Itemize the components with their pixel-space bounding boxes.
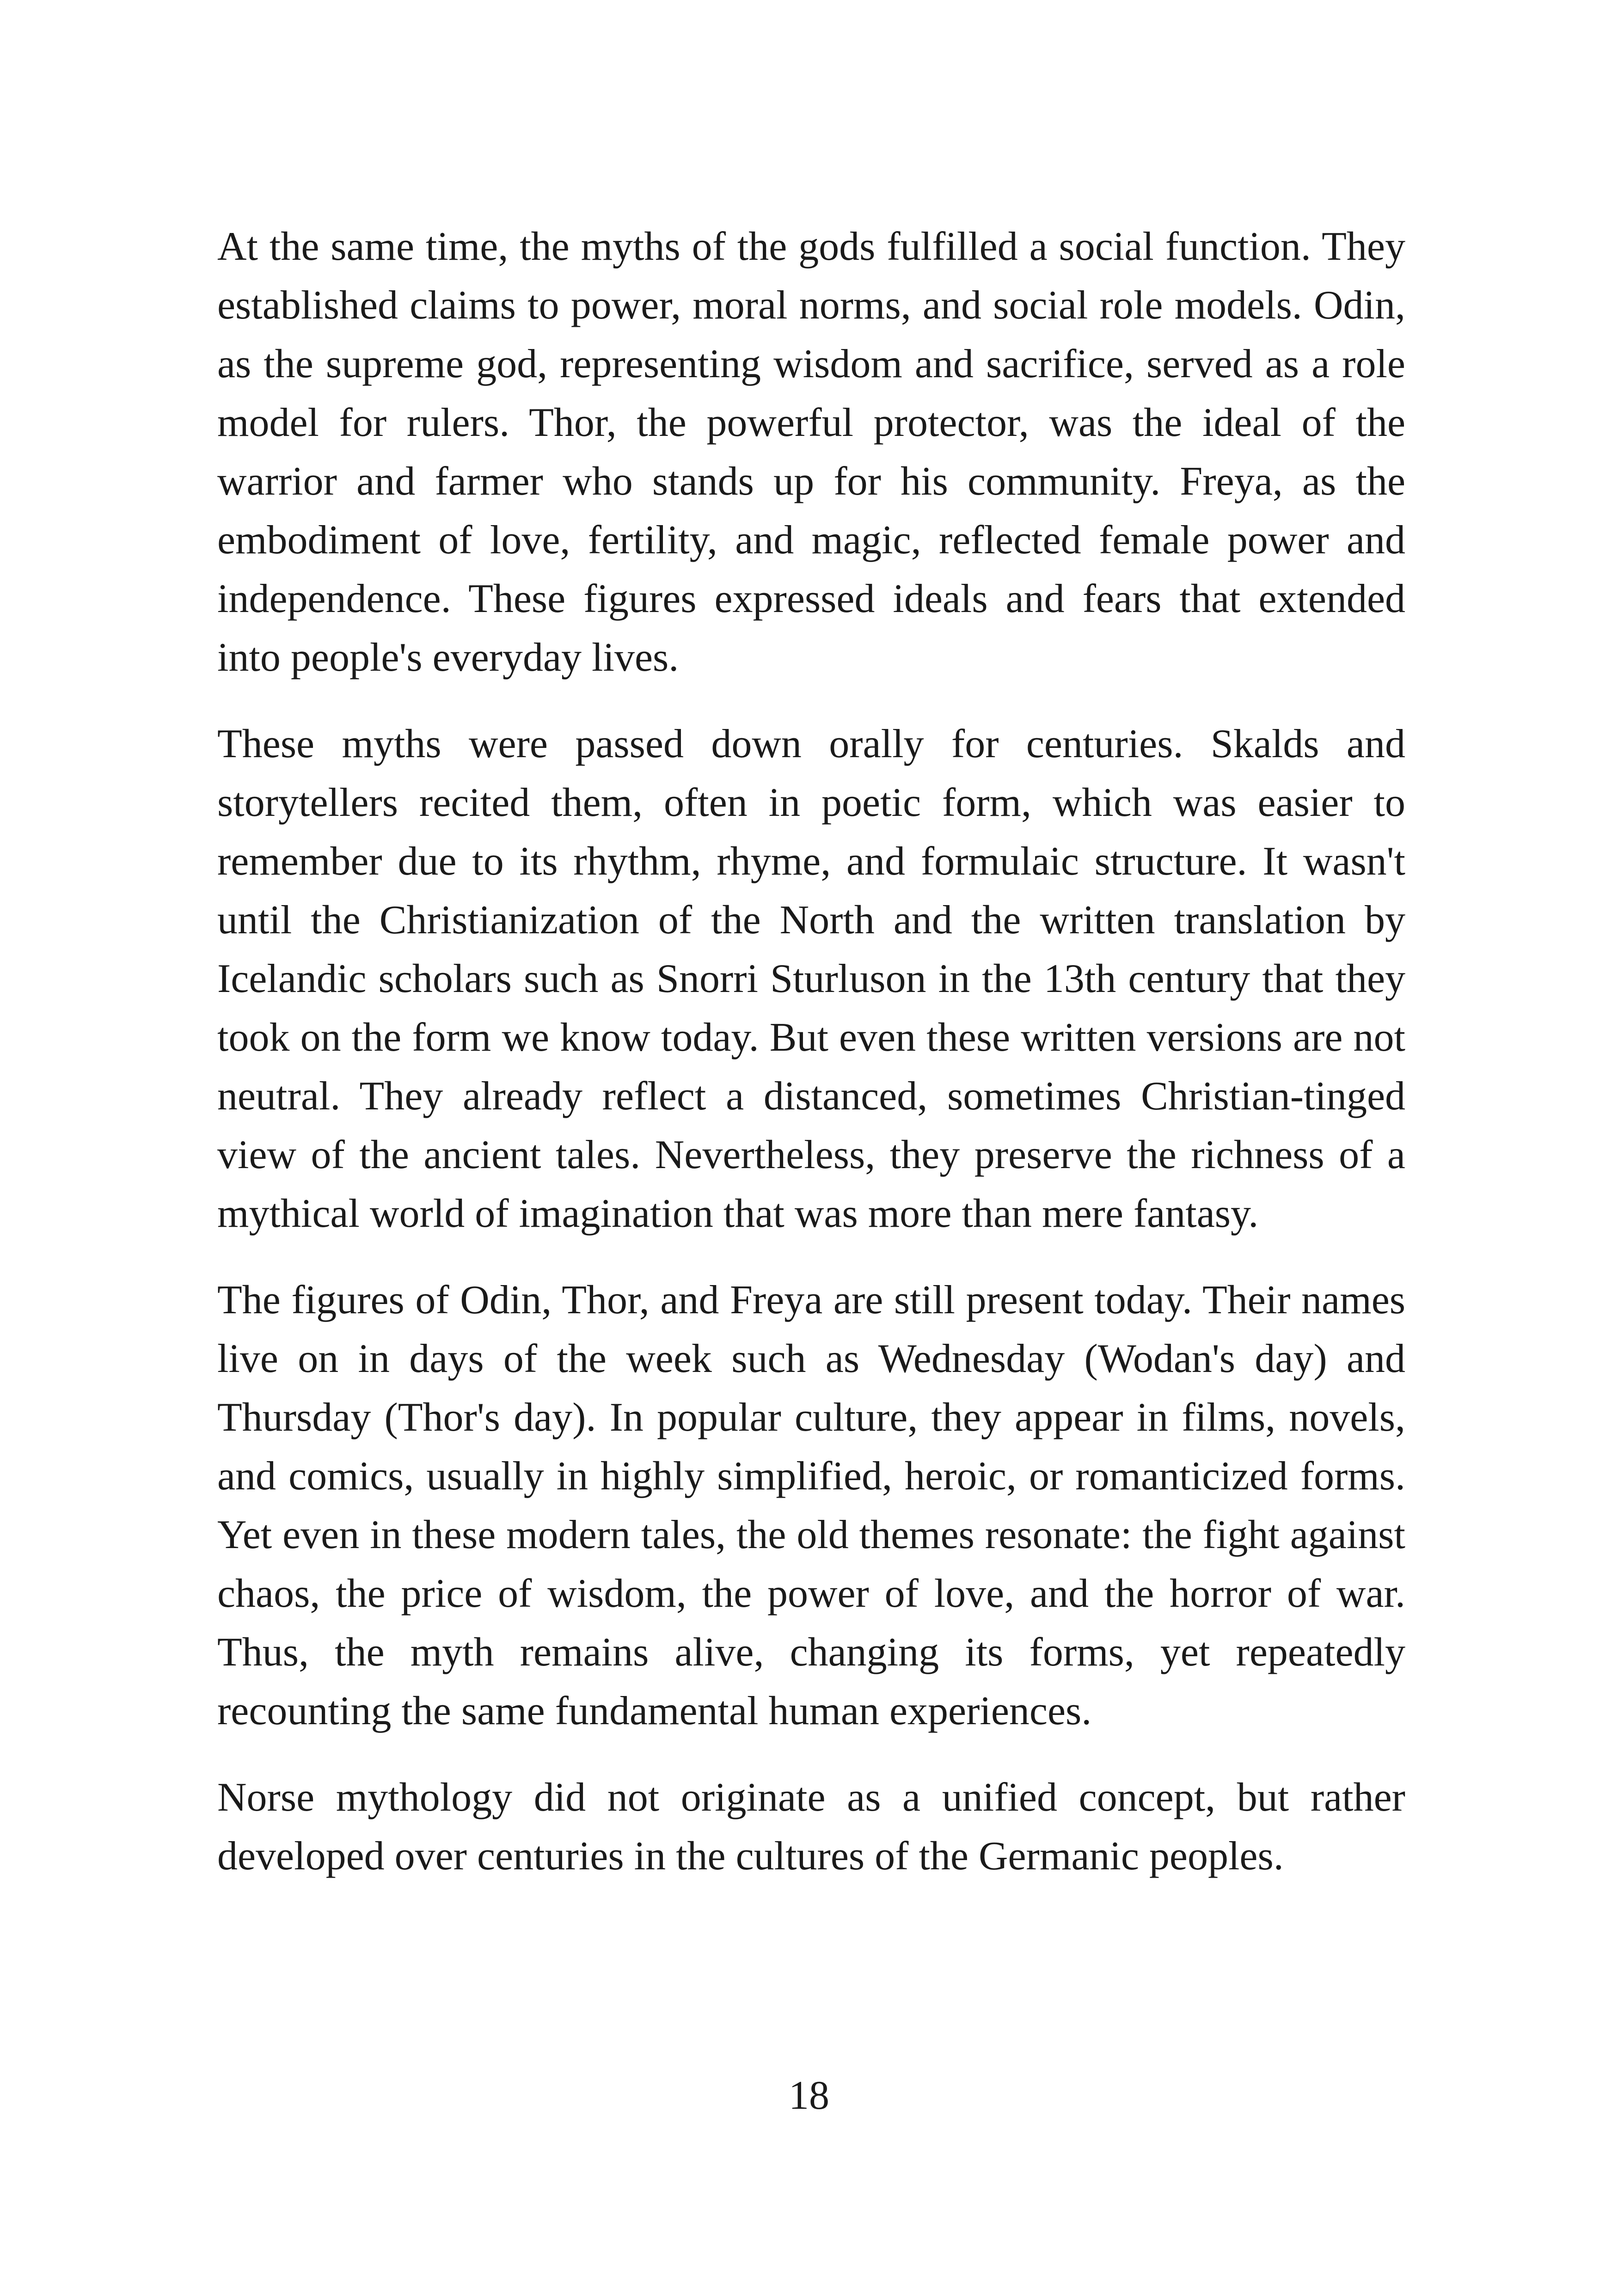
paragraph-oral-tradition: These myths were passed down orally for centuries. Skalds and storytellers recited them, often in poetic form, which was easier to remember due to its rhythm, rhyme, and formulaic structure. It wasn't until the Christianization of the North and the written translation by Icelandic scholars such as Snorri Sturluson in the 13th century that they took on the form we know today. But even these written versions are not neutral. They already reflect a distanced, sometimes Christian-tinged view of the ancient tales. Nevertheless, they preserve the richness of a mythical world of imagination that was more than mere fantasy. — [217, 722, 1405, 1236]
paragraph-origin: Norse mythology did not originate as a unified concept, but rather developed over centuries in the cultures of the Germanic peoples. — [217, 1775, 1405, 1879]
page-number: 18 — [789, 2073, 829, 2118]
page-body — [217, 217, 1405, 2066]
paragraph-social-function: At the same time, the myths of the gods fulfilled a social function. They established claims to power, moral norms, and social role models. Odin, as the supreme god, representing wisdom and sacrifice, served as a role model for rulers. Thor, the powerful protector, was the ideal of the warrior and farmer who stands up for his community. Freya, as the embodiment of love, fertility, and magic, reflected female power and independence. These figures expressed ideals and fears that extended into people's everyday lives. — [217, 224, 1405, 680]
paragraph-modern-presence: The figures of Odin, Thor, and Freya are still present today. Their names live on in days of the week such as Wednesday (Wodan's day) and Thursday (Thor's day). In popular culture, they appear in films, novels, and comics, usually in highly simplified, heroic, or romanticized forms. Yet even in these modern tales, the old themes resonate: the fight against chaos, the price of wisdom, the power of love, and the horror of war. Thus, the myth remains alive, changing its forms, yet repeatedly recounting the same fundamental human experiences. — [217, 1278, 1405, 1733]
